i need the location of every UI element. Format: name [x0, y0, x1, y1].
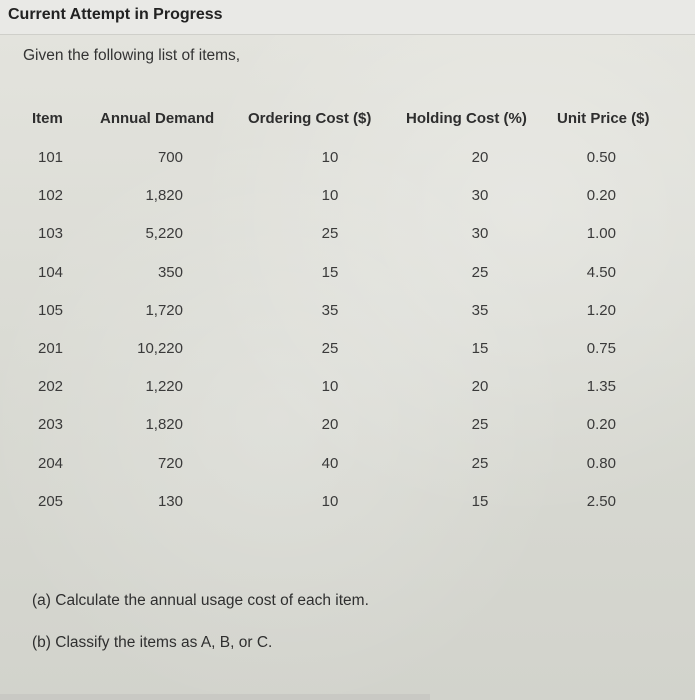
table-cell-item: 203 [38, 416, 64, 434]
table-cell-item: 201 [38, 340, 64, 357]
table-cell-item: 102 [38, 187, 64, 205]
table-cell-ordering-cost: 10 [321, 149, 339, 166]
bottom-divider [0, 694, 430, 700]
table-cell-item: 105 [38, 301, 64, 319]
table-cell-holding-cost: 30 [471, 225, 489, 243]
items-table [22, 97, 672, 537]
table-cell-annual-demand: 1,820 [145, 187, 183, 205]
table-cell-item: 104 [38, 263, 64, 281]
table-cell-unit-price: 0.20 [586, 416, 616, 434]
table-cell-annual-demand: 350 [157, 263, 183, 281]
table-cell-ordering-cost: 10 [321, 187, 339, 205]
table-cell-ordering-cost: 35 [321, 301, 339, 319]
table-cell-annual-demand: 130 [157, 492, 183, 510]
table-cell-annual-demand: 700 [157, 149, 183, 166]
table-cell-item: 204 [38, 454, 64, 472]
table-cell-annual-demand: 1,820 [145, 416, 183, 434]
table-cell-ordering-cost: 20 [321, 416, 339, 434]
table-cell-ordering-cost: 15 [321, 263, 339, 281]
table-cell-ordering-cost: 40 [321, 454, 339, 472]
table-cell-ordering-cost: 10 [321, 378, 339, 396]
question-b: (b) Classify the items as A, B, or C. [32, 634, 273, 651]
table-cell-unit-price: 1.20 [586, 301, 616, 319]
intro-text: Given the following list of items, [23, 47, 241, 64]
table-cell-holding-cost: 20 [471, 149, 489, 166]
table-cell-annual-demand: 720 [157, 454, 183, 472]
table-cell-unit-price: 0.20 [586, 187, 616, 205]
column-header-annual-demand: Annual Demand [100, 110, 215, 127]
table-cell-item: 205 [38, 492, 64, 510]
table-cell-ordering-cost: 10 [321, 492, 339, 510]
table-cell-unit-price: 1.00 [586, 225, 616, 243]
table-cell-annual-demand: 1,220 [145, 378, 183, 396]
table-cell-holding-cost: 20 [471, 378, 489, 396]
table-cell-ordering-cost: 25 [321, 225, 339, 243]
table-cell-holding-cost: 25 [471, 416, 489, 434]
table-cell-unit-price: 0.80 [586, 454, 616, 472]
table-cell-unit-price: 0.75 [586, 340, 616, 357]
table-cell-holding-cost: 35 [471, 301, 489, 319]
page-title: Current Attempt in Progress [8, 6, 223, 23]
table-cell-annual-demand: 1,720 [145, 301, 183, 319]
table-cell-holding-cost: 25 [471, 263, 489, 281]
table-cell-ordering-cost: 25 [321, 340, 339, 357]
table-cell-annual-demand: 5,220 [145, 225, 183, 243]
table-cell-unit-price: 2.50 [586, 492, 616, 510]
table-cell-holding-cost: 15 [471, 340, 489, 357]
table-cell-unit-price: 0.50 [586, 149, 616, 166]
table-cell-annual-demand: 10,220 [137, 340, 183, 357]
question-a: (a) Calculate the annual usage cost of each item. [32, 592, 369, 609]
column-header-ordering-cost: Ordering Cost ($) [248, 110, 372, 127]
table-cell-holding-cost: 30 [471, 187, 489, 205]
column-header-unit-price: Unit Price ($) [557, 110, 650, 127]
table-cell-unit-price: 4.50 [586, 263, 616, 281]
table-cell-unit-price: 1.35 [586, 378, 616, 396]
column-header-holding-cost: Holding Cost (%) [406, 110, 527, 127]
column-header-item: Item [32, 110, 63, 127]
table-cell-item: 101 [38, 149, 64, 166]
table-cell-item: 202 [38, 378, 64, 396]
table-cell-holding-cost: 25 [471, 454, 489, 472]
table-cell-item: 103 [38, 225, 64, 243]
header-bar [0, 0, 695, 35]
table-cell-holding-cost: 15 [471, 492, 489, 510]
